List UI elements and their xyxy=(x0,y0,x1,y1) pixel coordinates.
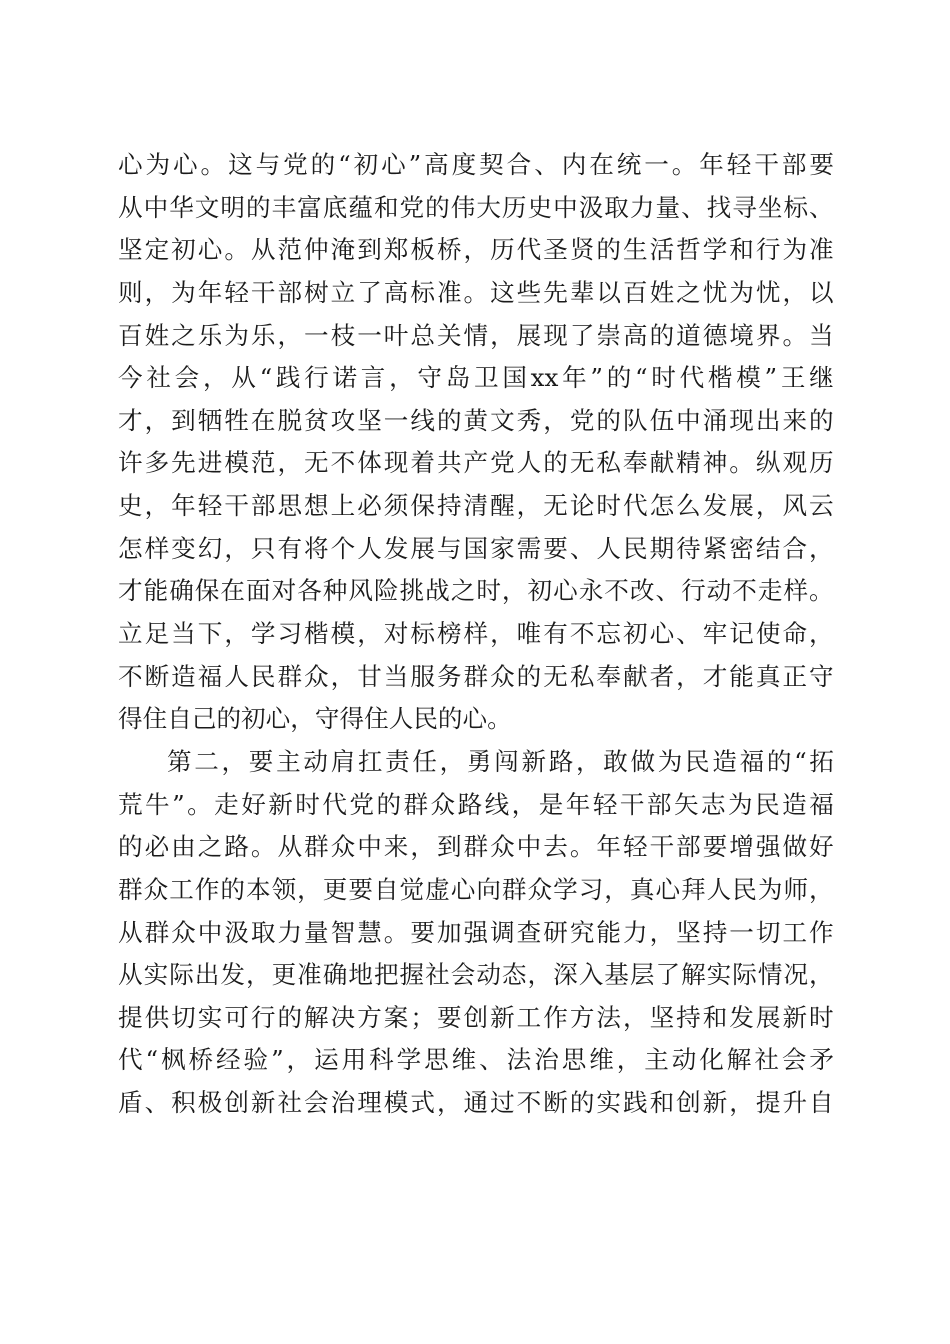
text-line: 怎 样 变 幻 ， 只 有 将 个 人 发 展 与 国 家 需 要 、 人 民 期 待 紧 密 结 合 ， xyxy=(118,533,834,563)
text-line: 从 群 众 中 汲 取 力 量 智 慧 。 要 加 强 调 查 研 究 能 力 ， 坚 持 一 切 工 作 xyxy=(118,917,834,947)
text-line: 盾 、 积 极 创 新 社 会 治 理 模 式 ， 通 过 不 断 的 实 践 和 创 新 ， 提 升 自 xyxy=(118,1088,834,1118)
text-line: 从 中 华 文 明 的 丰 富 底 蕴 和 党 的 伟 大 历 史 中 汲 取 力 量 、 找 寻 坐 标 、 xyxy=(118,192,834,222)
text-line: 心 为 心 。 这 与 党 的 “ 初 心 ” 高 度 契 合 、 内 在 统 一 。 年 轻 干 部 要 xyxy=(118,150,834,179)
text-line: 许 多 先 进 模 范 ， 无 不 体 现 着 共 产 党 人 的 无 私 奉 献 精 神 。 纵 观 历 xyxy=(118,448,834,478)
text-line: 则 ， 为 年 轻 干 部 树 立 了 高 标 准 。 这 些 先 辈 以 百 姓 之 忧 为 忧 ， 以 xyxy=(118,277,834,307)
text-line: 坚 定 初 心 。 从 范 仲 淹 到 郑 板 桥 ， 历 代 圣 贤 的 生 活 哲 学 和 行 为 准 xyxy=(118,235,834,265)
text-line: 立 足 当 下 ， 学 习 楷 模 ， 对 标 榜 样 ， 唯 有 不 忘 初 心 、 牢 记 使 命 ， xyxy=(118,619,834,649)
text-line: 史 ， 年 轻 干 部 思 想 上 必 须 保 持 清 醒 ， 无 论 时 代 怎 么 发 展 ， 风 云 xyxy=(118,491,834,521)
text-line: 今 社 会 ， 从 “ 践 行 诺 言 ， 守 岛 卫 国 xx 年 ” 的 “ 时 代 楷 模 ” 王 继 xyxy=(118,363,834,393)
text-line: 代 “ 枫 桥 经 验 ” ， 运 用 科 学 思 维 、 法 治 思 维 ， 主 动 化 解 社 会 矛 xyxy=(118,1045,834,1075)
text-line: 得 住 自 己 的 初 心 ， 守 得 住 人 民 的 心 。 xyxy=(118,704,512,734)
text-line: 才 ， 到 牺 牲 在 脱 贫 攻 坚 一 线 的 黄 文 秀 ， 党 的 队 伍 中 涌 现 出 来 的 xyxy=(118,405,834,435)
text-line: 从 实 际 出 发 ， 更 准 确 地 把 握 社 会 动 态 ， 深 入 基 层 了 解 实 际 情 况 ， xyxy=(118,960,834,990)
text-line: 才 能 确 保 在 面 对 各 种 风 险 挑 战 之 时 ， 初 心 永 不 改 、 行 动 不 走 样 。 xyxy=(118,576,834,606)
text-line: 群 众 工 作 的 本 领 ， 更 要 自 觉 虚 心 向 群 众 学 习 ， 真 心 拜 人 民 为 师 ， xyxy=(118,874,834,904)
text-line: 提 供 切 实 可 行 的 解 决 方 案 ； 要 创 新 工 作 方 法 ， 坚 持 和 发 展 新 时 xyxy=(118,1002,834,1032)
paragraph-start-line: 第 二 ， 要 主 动 肩 扛 责 任 ， 勇 闯 新 路 ， 敢 做 为 民 造 福 的 “ 拓 xyxy=(167,746,834,776)
body-text xyxy=(118,144,834,1125)
text-line: 荒 牛 ” 。 走 好 新 时 代 党 的 群 众 路 线 ， 是 年 轻 干 部 矢 志 为 民 造 福 xyxy=(118,789,834,819)
text-line: 的 必 由 之 路 。 从 群 众 中 来 ， 到 群 众 中 去 。 年 轻 干 部 要 增 强 做 好 xyxy=(118,832,834,862)
text-line: 百 姓 之 乐 为 乐 ， 一 枝 一 叶 总 关 情 ， 展 现 了 崇 高 的 道 德 境 界 。 当 xyxy=(118,320,834,350)
text-line: 不 断 造 福 人 民 群 众 ， 甘 当 服 务 群 众 的 无 私 奉 献 者 ， 才 能 真 正 守 xyxy=(118,661,834,691)
